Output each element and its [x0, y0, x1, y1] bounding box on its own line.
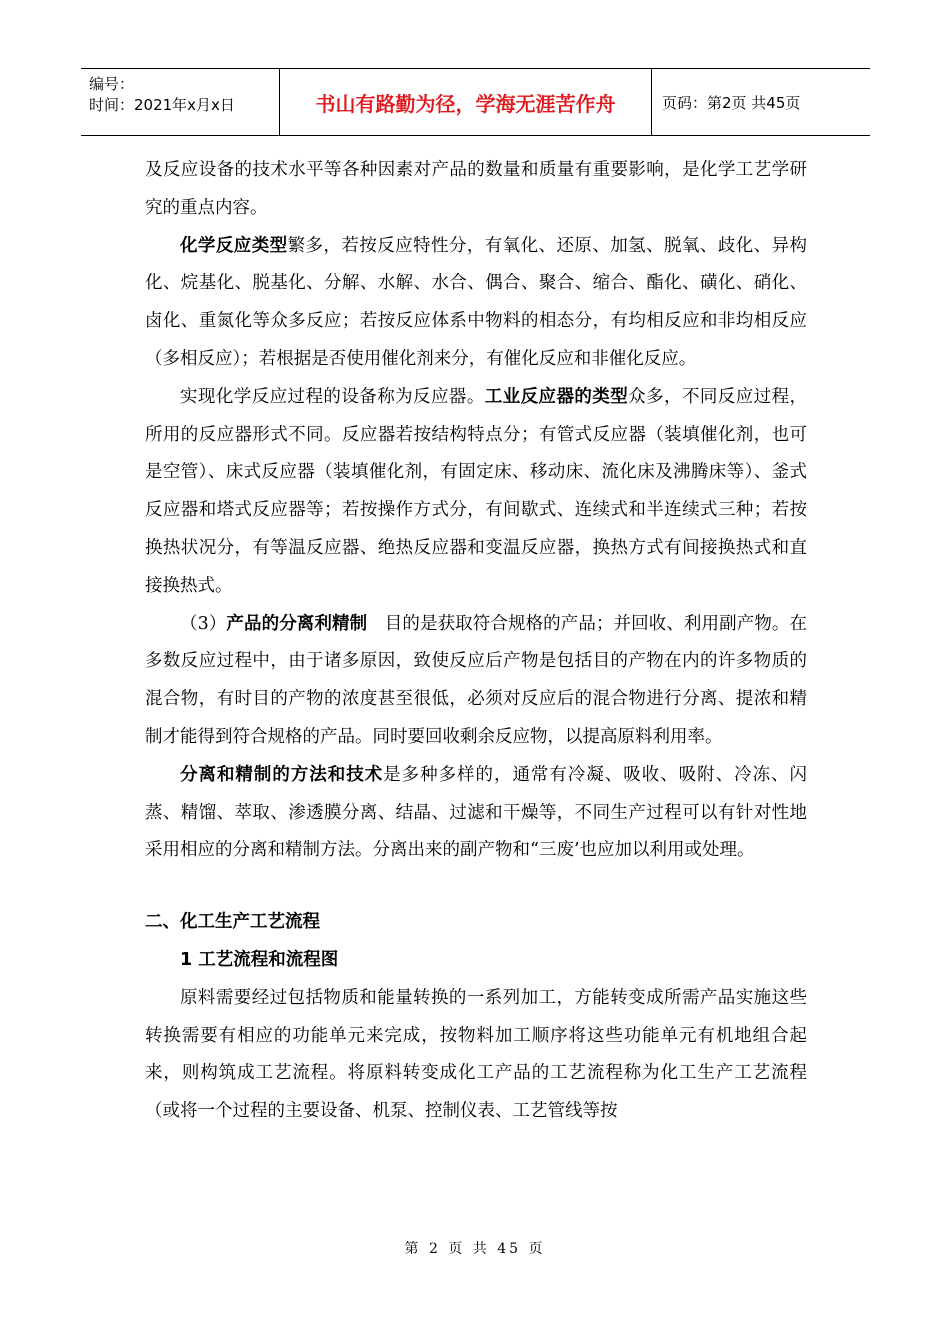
paragraph: （3）产品的分离利精制 目的是获取符合规格的产品；并回收、利用副产物。在多数反应过程中，由于诸多原因，致使反应后产物是包括目的产物在内的许多物质的混合物，有时目的产物的浓度甚至很低，必须对反应后的混合物进行分离、提浓和精制才能得到符合规格的产品。同时要回收剩余反应物，以提高原料利用率。 [145, 613, 808, 747]
time-label: 时间：2021年x月x日 [89, 96, 235, 114]
bold-term: 分离和精制的方法和技术 [180, 764, 384, 785]
header-page-info: 页码：第2页 共45页 [662, 93, 801, 112]
section-title: 二、化工生产工艺流程 [145, 912, 320, 933]
page-footer: 第 2 页 共 45 页 [404, 1241, 546, 1257]
spacer [145, 870, 807, 904]
paragraph: 及反应设备的技术水平等各种因素对产品的数量和质量有重要影响，是化学工艺学研究的重点内容。 [145, 160, 807, 218]
number-label: 编号： [89, 75, 135, 93]
header-motto: 书山有路勤为径，学海无涯苦作舟 [280, 69, 652, 135]
header-meta-cell [81, 69, 280, 135]
subsection-title: 1 工艺流程和流程图 [180, 949, 339, 970]
document-header [81, 68, 870, 136]
bold-term: 工业反应器的类型 [484, 386, 629, 407]
bold-term: 产品的分离利精制 [226, 613, 368, 634]
paragraph: 实现化学反应过程的设备称为反应器。工业反应器的类型众多，不同反应过程，所用的反应器形式不同。反应器若按结构特点分；有管式反应器（装填催化剂，也可是空管）、床式反应器（装填催化剂，有固定床、移动床、流化床及沸腾床等）、釜式反应器和塔式反应器等；若按操作方式分，有间歇式、连续式和半连续式三种；若按换热状况分，有等温反应器、绝热反应器和变温反应器，换热方式有间接换热式和直接换热式。 [145, 386, 808, 596]
paragraph: 原料需要经过包括物质和能量转换的一系列加工，方能转变成所需产品实施这些转换需要有相应的功能单元来完成，按物料加工顺序将这些功能单元有机地组合起来，则构筑成工艺流程。将原料转变成化工产品的工艺流程称为化工生产工艺流程（或将一个过程的主要设备、机泵、控制仪表、工艺管线等按 [145, 987, 807, 1122]
paragraph: 分离和精制的方法和技术是多种多样的，通常有冷凝、吸收、吸附、冷冻、闪蒸、精馏、萃取、渗透膜分离、结晶、过滤和干燥等，不同生产过程可以有针对性地采用相应的分离和精制方法。分离出来的副产物和“三废’也应加以利用或处理。 [145, 764, 808, 861]
document-body [145, 152, 807, 1131]
bold-term: 化学反应类型 [180, 235, 288, 256]
paragraph: 化学反应类型繁多，若按反应特性分，有氧化、还原、加氢、脱氧、歧化、异构化、烷基化、脱基化、分解、水解、水合、偶合、聚合、缩合、酯化、磺化、硝化、卤化、重氮化等众多反应；若按反应体系中物料的相态分，有均相反应和非均相反应（多相反应）；若根据是否使用催化剂来分，有催化反应和非催化反应。 [145, 235, 808, 369]
